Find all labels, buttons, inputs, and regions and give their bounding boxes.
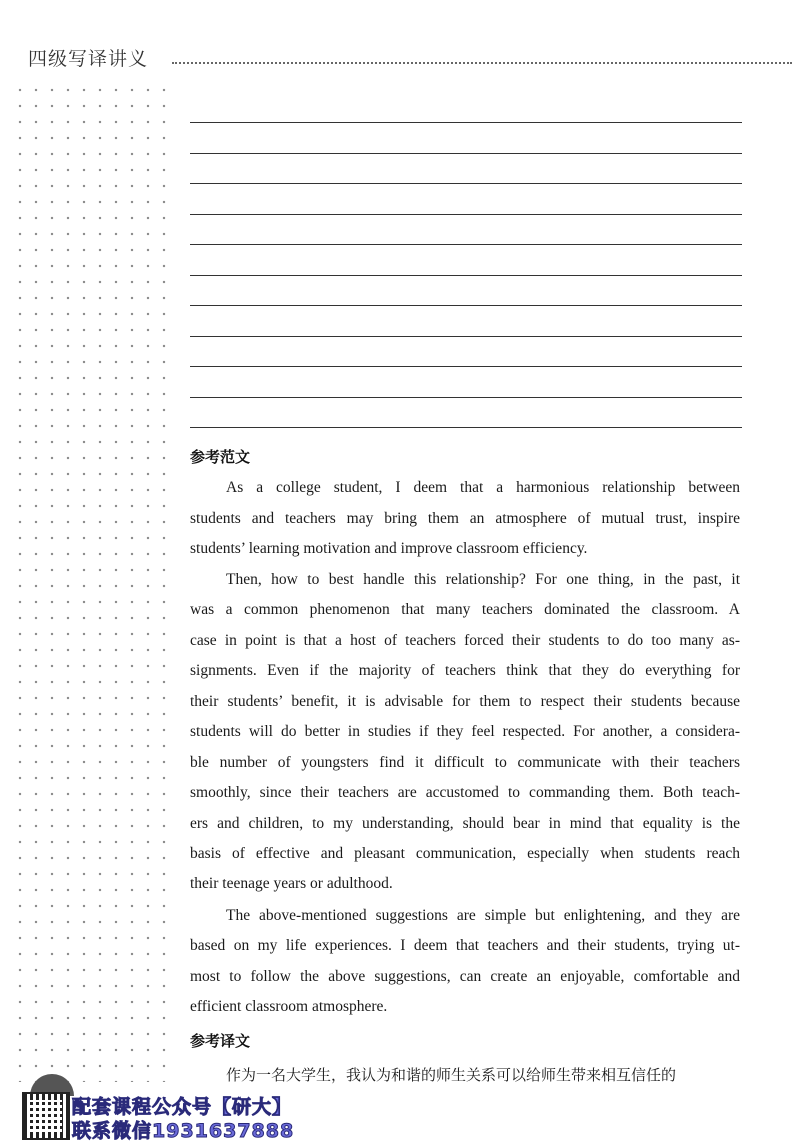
essay-line: based on my life experiences. I deem that teachers and their students, trying ut- [190, 937, 740, 954]
essay-line: case in point is that a host of teachers forced their students to do too many as- [190, 632, 740, 649]
writing-line [190, 275, 742, 276]
essay-line: efficient classroom atmosphere. [190, 998, 388, 1015]
writing-line [190, 305, 742, 306]
essay-line: As a college student, I deem that a harmonious relationship between [226, 479, 740, 496]
essay-line: was a common phenomenon that many teachers dominated the classroom. A [190, 601, 740, 618]
qr-code-icon [24, 1094, 68, 1138]
essay-line: ble number of youngsters find it difficult to communicate with their teachers [190, 754, 740, 771]
essay-line: Then, how to best handle this relationship? For one thing, in the past, it [226, 571, 740, 588]
writing-line [190, 366, 742, 367]
translation-heading: 参考译文 [190, 1032, 251, 1050]
footer-promo-badge [24, 1092, 314, 1142]
header-rule [172, 62, 792, 64]
writing-line [190, 336, 742, 337]
essay-heading: 参考范文 [190, 448, 251, 466]
writing-line [190, 153, 742, 154]
essay-line: their students’ benefit, it is advisable for them to respect their students because [190, 693, 740, 710]
essay-line: signments. Even if the majority of teachers think that they do everything for [190, 662, 740, 679]
essay-line: The above-mentioned suggestions are simple but enlightening, and they are [226, 907, 740, 924]
writing-line [190, 397, 742, 398]
writing-line [190, 122, 742, 123]
essay-line: their teenage years or adulthood. [190, 875, 393, 892]
header-title: 四级写译讲义 [28, 48, 149, 70]
essay-line: students will do better in studies if they feel respected. For another, a considera- [190, 723, 740, 740]
promo-line-2: 联系微信1931637888 [72, 1120, 295, 1142]
essay-line: students and teachers may bring them an atmosphere of mutual trust, inspire [190, 510, 740, 527]
essay-line: most to follow the above suggestions, can create an enjoyable, comfortable and [190, 968, 740, 985]
writing-line [190, 183, 742, 184]
writing-line [190, 427, 742, 428]
writing-line [190, 244, 742, 245]
dot-grid-margin [12, 82, 176, 1082]
essay-line: students’ learning motivation and improve classroom efficiency. [190, 540, 588, 557]
promo-line-1: 配套课程公众号【研大】 [72, 1096, 293, 1118]
essay-line: ers and children, to my understanding, should bear in mind that equality is the [190, 815, 740, 832]
writing-line [190, 214, 742, 215]
essay-line: smoothly, since their teachers are accustomed to commanding them. Both teach- [190, 784, 740, 801]
essay-line: basis of effective and pleasant communication, especially when students reach [190, 845, 740, 862]
translation-first-line: 作为一名大学生，我认为和谐的师生关系可以给师生带来相互信任的 [226, 1066, 677, 1084]
